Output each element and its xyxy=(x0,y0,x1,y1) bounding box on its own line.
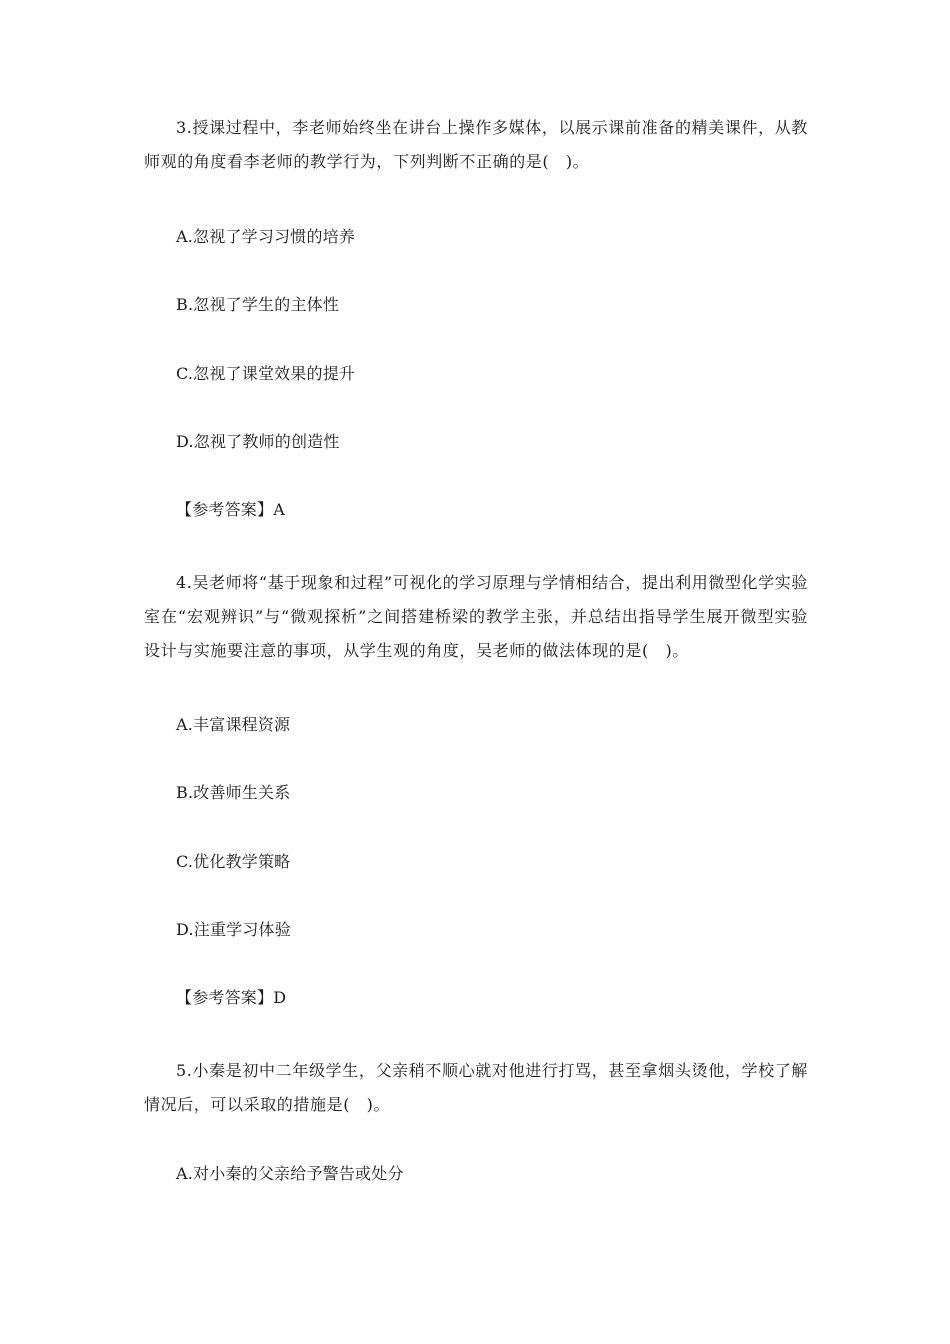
question-5-option-a: A.对小秦的父亲给予警告或处分 xyxy=(176,1164,404,1183)
question-4-option-a: A.丰富课程资源 xyxy=(176,715,291,734)
question-4-answer: 【参考答案】D xyxy=(176,988,287,1007)
question-4-option-c: C.优化教学策略 xyxy=(176,852,291,871)
question-4-option-d: D.注重学习体验 xyxy=(176,920,291,939)
question-4-option-b: B.改善师生关系 xyxy=(176,783,291,802)
question-3-answer: 【参考答案】A xyxy=(176,500,285,519)
question-3-option-b: B.忽视了学生的主体性 xyxy=(176,295,340,314)
question-4-stem: 4.吴老师将“基于现象和过程”可视化的学习原理与学情相结合，提出利用微型化学实验室在“宏观辨识”与“微观探析”之间搭建桥梁的教学主张，并总结出指导学生展开微型实验设计与实施要注意的事项，从学生观的角度，吴老师的做法体现的是( )。 xyxy=(144,573,808,660)
question-3-option-c: C.忽视了课堂效果的提升 xyxy=(176,364,356,383)
question-3-option-d: D.忽视了教师的创造性 xyxy=(176,432,340,451)
question-5-stem: 5.小秦是初中二年级学生，父亲稍不顺心就对他进行打骂，甚至拿烟头烫他，学校了解情况后，可以采取的措施是( )。 xyxy=(144,1061,808,1114)
question-3-option-a: A.忽视了学习习惯的培养 xyxy=(176,227,356,246)
question-3-stem: 3.授课过程中，李老师始终坐在讲台上操作多媒体，以展示课前准备的精美课件，从教师观的角度看李老师的教学行为，下列判断不正确的是( )。 xyxy=(144,118,808,171)
